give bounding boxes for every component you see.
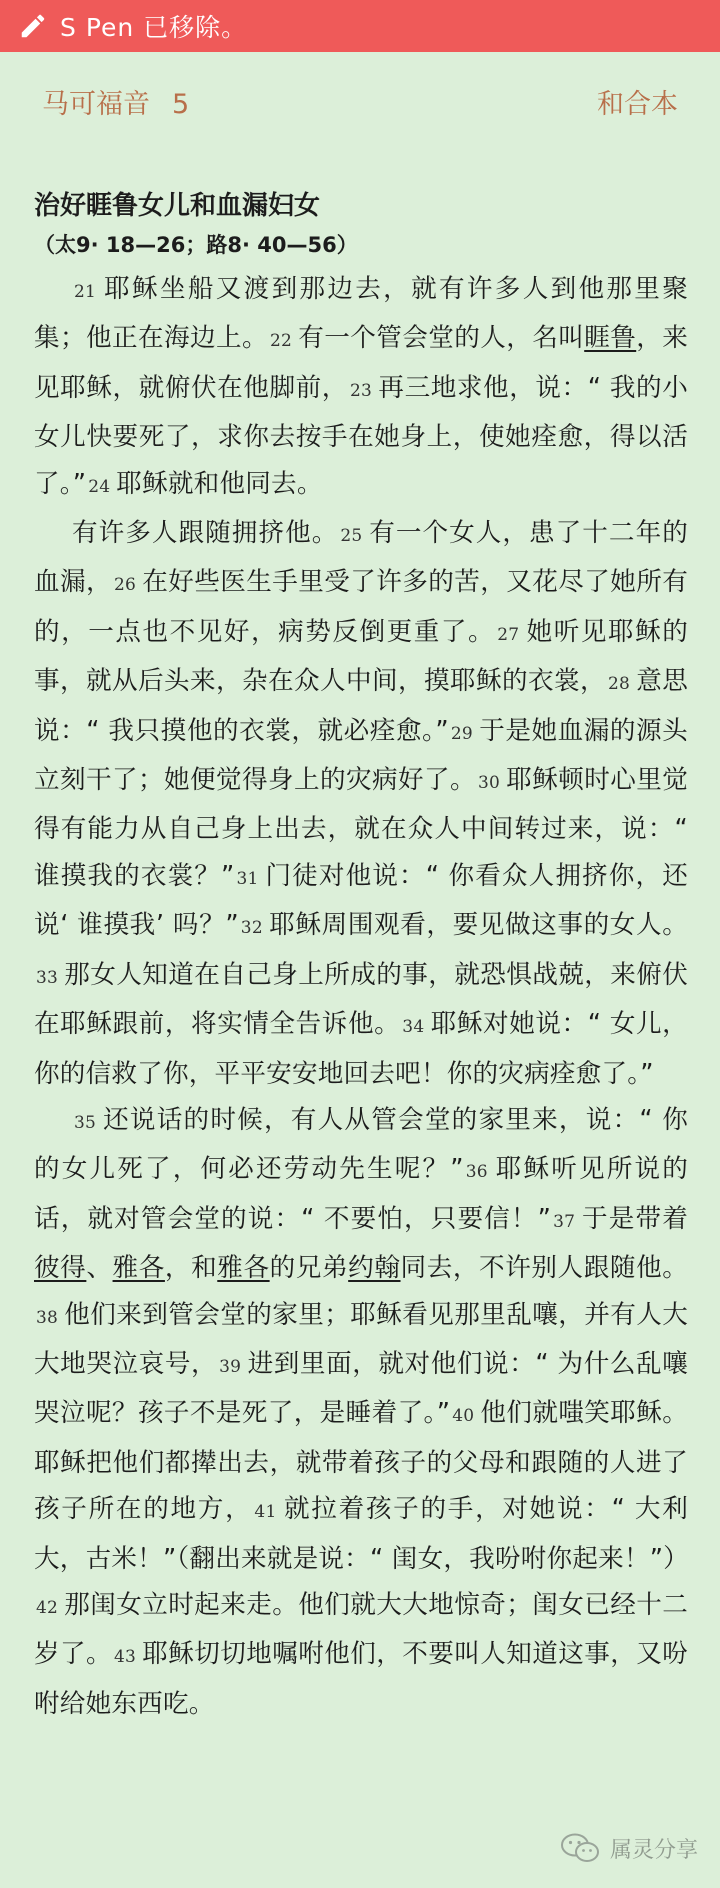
verse-number: 34 <box>402 1017 425 1038</box>
verse-number: 38 <box>36 1307 59 1328</box>
verse-text: 有许多人跟随拥挤他。 <box>72 518 339 549</box>
verse-number: 22 <box>269 331 293 352</box>
verse-number: 31 <box>236 868 259 889</box>
verse-number: 35 <box>74 1112 97 1133</box>
verse-text: 的兄弟 <box>269 1253 349 1284</box>
verse-text: 耶稣顿时心里觉得有能力从自己身上出去，就在众人中间转过来，说：“ 谁摸我的衣裳？” <box>34 765 688 891</box>
verse-text: 再三地求他，说：“ 我的小女儿快要死了，求你去按手在她身上，使她痊愈，得以活了。” <box>34 372 689 499</box>
verse-number: 33 <box>36 967 59 988</box>
verse-number: 37 <box>553 1211 576 1232</box>
verse-text: 在好些医生手里受了许多的苦，又花尽了她所有的，一点也不见好，病势反倒更重了。 <box>34 567 688 647</box>
verse-text: 于是带着 <box>581 1203 688 1234</box>
verse-text: 那女人知道在自己身上所成的事，就恐惧战兢，来俯伏在耶稣跟前，将实情全告诉他。 <box>34 959 688 1040</box>
watermark-text: 属灵分享 <box>609 1837 698 1863</box>
verse-text: ，来见耶稣，就俯伏在他脚前， <box>34 323 688 403</box>
verse-text: ，和 <box>164 1253 218 1284</box>
chapter-number: 5 <box>172 89 190 120</box>
proper-name: 睚鲁 <box>584 323 637 354</box>
verse-number: 24 <box>88 476 111 497</box>
verse-number: 41 <box>254 1502 277 1523</box>
verse-text: 、 <box>86 1253 113 1284</box>
verse-number: 32 <box>240 918 263 939</box>
reader-header <box>0 78 720 122</box>
verse-number: 43 <box>114 1647 137 1668</box>
verse-paragraph <box>34 266 688 510</box>
notification-text: S Pen 已移除。 <box>60 13 248 42</box>
verse-text: 有一个女人，患了十二年的血漏， <box>34 518 688 598</box>
verse-text: 耶稣切切地嘱咐他们，不要叫人知道这事，又吩咐给她东西吃。 <box>34 1639 688 1719</box>
verse-text: 他们来到管会堂的家里；耶稣看见那里乱嚷，并有人大大地哭泣哀号， <box>34 1299 688 1379</box>
verse-number: 25 <box>340 526 363 547</box>
verse-text: 耶稣听见所说的话，就对管会堂的说：“ 不要怕，只要信！” <box>34 1154 688 1234</box>
verse-paragraph <box>34 510 688 1097</box>
verse-number: 21 <box>74 282 97 302</box>
pen-icon <box>18 11 48 41</box>
verse-number: 26 <box>114 575 137 596</box>
wechat-icon <box>560 1832 600 1864</box>
verse-number: 36 <box>465 1162 488 1183</box>
verse-text: 耶稣周围观看，要见做这事的女人。 <box>268 910 688 941</box>
verse-number: 40 <box>452 1406 475 1427</box>
proper-name: 彼得 <box>34 1253 87 1284</box>
verse-text: 就拉着孩子的手，对她说：“ 大利大，古米！”（翻出来就是说：“ 闺女，我吩咐你起来！”） <box>34 1494 689 1574</box>
proper-name: 雅各 <box>112 1253 165 1284</box>
verse-number: 30 <box>477 773 501 794</box>
verse-text: 耶稣就和他同去。 <box>116 468 323 499</box>
verse-paragraph <box>34 1097 688 1727</box>
verse-text: 还说话的时候，有人从管会堂的家里来，说：“ 你的女儿死了，何必还劳动先生呢？” <box>34 1104 688 1185</box>
verse-number: 27 <box>497 624 520 645</box>
passage-text <box>34 266 688 1727</box>
section-title: 治好睚鲁女儿和血漏妇女 <box>34 191 321 221</box>
verse-number: 23 <box>349 380 373 401</box>
verse-text: 进到里面，就对他们说：“ 为什么乱嚷哭泣呢？孩子不是死了，是睡着了。” <box>34 1348 688 1429</box>
proper-name: 约翰 <box>348 1253 401 1284</box>
verse-text: 于是她血漏的源头立刻干了；她便觉得身上的灾病好了。 <box>34 715 688 796</box>
scripture-content <box>34 186 688 1727</box>
parallel-references: （太9· 18—26；路8· 40—56） <box>34 233 358 257</box>
verse-text: 耶稣对她说：“ 女儿，你的信救了你，平平安安地回去吧！你的灾病痊愈了。” <box>34 1009 688 1089</box>
version-selector[interactable]: 和合本 <box>597 89 678 120</box>
verse-text: 有一个管会堂的人，名叫 <box>298 323 585 354</box>
verse-number: 28 <box>607 674 630 695</box>
notification-banner <box>0 0 720 52</box>
verse-text: 耶稣坐船又渡到那边去，就有许多人到他那里聚集；他正在海边上。 <box>34 274 688 354</box>
verse-text: 她听见耶稣的事，就从后头来，杂在众人中间，摸耶稣的衣裳， <box>34 616 689 697</box>
verse-text: 同去，不许别人跟随他。 <box>400 1253 689 1284</box>
verse-text: 意思说：“ 我只摸他的衣裳，就必痊愈。” <box>34 666 688 746</box>
book-chapter-selector[interactable] <box>42 82 189 121</box>
verse-text: 他们就嗤笑耶稣。耶稣把他们都撵出去，就带着孩子的父母和跟随的人进了孩子所在的地方， <box>34 1398 688 1525</box>
watermark <box>560 1832 698 1864</box>
verse-text: 门徒对他说：“ 你看众人拥挤你，还说‘ 谁摸我’ 吗？” <box>34 860 689 941</box>
verse-number: 39 <box>219 1356 242 1377</box>
verse-number: 29 <box>450 723 473 744</box>
book-name: 马可福音 <box>42 89 150 120</box>
proper-name: 雅各 <box>217 1253 270 1284</box>
verse-number: 42 <box>36 1597 59 1618</box>
verse-text: 那闺女立时起来走。他们就大大地惊奇；闺女已经十二岁了。 <box>34 1589 688 1670</box>
